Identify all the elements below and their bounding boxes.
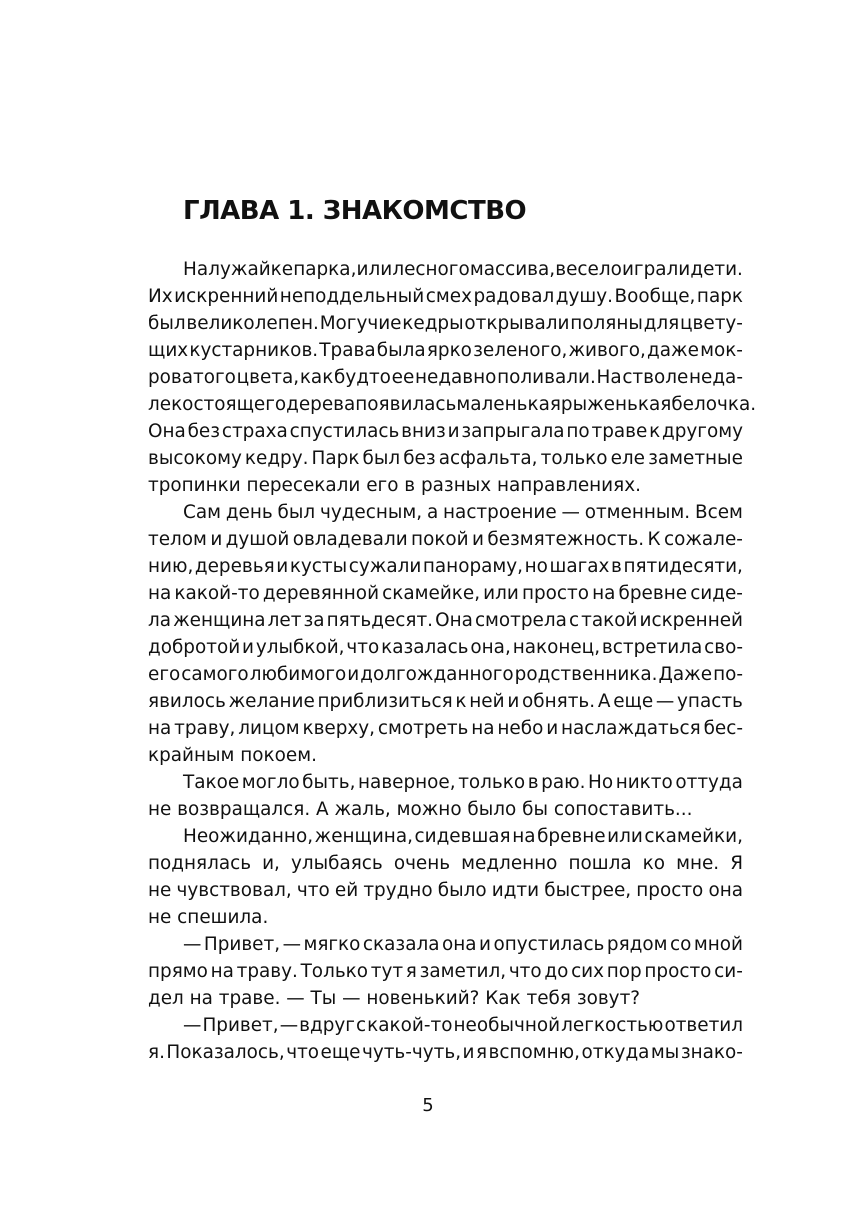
word: любимого (249, 664, 347, 685)
word: она, (470, 637, 511, 658)
word: сих (571, 961, 605, 982)
word: кустарников. (189, 340, 319, 361)
word: был (362, 448, 401, 469)
word: улыбаясь (290, 853, 383, 874)
word: телом (148, 529, 207, 550)
word: был (277, 502, 316, 523)
word: А (597, 691, 611, 712)
word: быстрее, (544, 880, 632, 901)
word: просто (636, 880, 704, 901)
word: только (458, 772, 526, 793)
text-line (148, 418, 743, 445)
word: самого (181, 664, 249, 685)
word: только (540, 448, 608, 469)
word: отменным. (584, 502, 691, 523)
word: пятидесяти, (623, 556, 743, 577)
word: могло (241, 772, 300, 793)
word: искренний (174, 286, 279, 307)
word: медленно (461, 853, 558, 874)
word: и, (262, 853, 280, 874)
word: траву. (236, 961, 298, 982)
word: женщина, (314, 826, 413, 847)
word: стволе (622, 367, 689, 388)
word: ней (469, 691, 505, 712)
word: что (508, 961, 542, 982)
word: еле (610, 448, 645, 469)
word: даже (647, 340, 699, 361)
word: сожале- (663, 529, 743, 550)
word: заметные (648, 448, 743, 469)
text-line (148, 850, 743, 877)
word: на (592, 583, 616, 604)
word: к (455, 691, 467, 712)
word: парк (696, 286, 743, 307)
word: тут (370, 961, 404, 982)
word: еще (320, 1042, 361, 1063)
word: настроение (443, 502, 557, 523)
word: на (471, 718, 495, 739)
word: я. (148, 1042, 165, 1063)
word: мне. (676, 853, 720, 874)
word: асфальта, (438, 448, 538, 469)
word: Парк (311, 448, 360, 469)
word: что (286, 1042, 320, 1063)
word: ей (334, 880, 359, 901)
word: мы (650, 1042, 680, 1063)
word: Привет, (203, 934, 281, 955)
word: бес- (703, 718, 743, 739)
word: поднялась (148, 853, 252, 874)
text-line (148, 553, 743, 580)
word: играли (621, 259, 691, 280)
word: неподдельный (279, 286, 425, 307)
text-line (148, 1012, 743, 1039)
word: просто (644, 961, 712, 982)
word: ее (391, 367, 415, 388)
word: наверное, (358, 772, 456, 793)
word: лужайке (208, 259, 294, 280)
text-line (148, 985, 743, 1012)
word: или (607, 826, 643, 847)
text-line (148, 337, 743, 364)
word: дерева (286, 394, 356, 415)
word: мной (693, 934, 743, 955)
word: — (183, 934, 202, 955)
word: на (512, 826, 536, 847)
word: быть, (302, 772, 356, 793)
word: радовал (473, 286, 555, 307)
word: на (148, 583, 172, 604)
word: был (148, 313, 186, 334)
page-number: 5 (422, 1095, 434, 1116)
line-text: крайным покоем. (148, 745, 317, 766)
word: и (447, 421, 460, 442)
word: бревне (618, 583, 688, 604)
word: за (303, 610, 325, 631)
word: на (148, 718, 172, 739)
text-line (148, 769, 743, 796)
word: заметил, (419, 961, 507, 982)
word: ответил (664, 1015, 743, 1036)
word: лесного (392, 259, 470, 280)
word: смотреть (377, 718, 469, 739)
word: что (296, 880, 330, 901)
word: и (242, 637, 254, 658)
word: деревянной (262, 583, 380, 604)
word: была (376, 340, 426, 361)
word: Всем (694, 502, 743, 523)
word: Такое (183, 772, 240, 793)
text-line (148, 391, 757, 418)
word: ла (148, 610, 172, 631)
word: кедру. (244, 448, 309, 469)
text-line (148, 661, 743, 688)
word: душу. (555, 286, 613, 307)
word: к (649, 421, 661, 442)
word: без (187, 421, 221, 442)
word: Я (730, 853, 743, 874)
word: деревья (194, 556, 275, 577)
word: овладевали (292, 529, 408, 550)
word: панораму, (422, 556, 524, 577)
word: другому (662, 421, 743, 442)
word: вспомню, (488, 1042, 580, 1063)
line-text: тропинки пересекали его в разных направлениях. (148, 475, 641, 496)
word: чуть-чуть, (361, 1042, 462, 1063)
word: никто (615, 772, 673, 793)
word: пор (606, 961, 642, 982)
word: си- (714, 961, 743, 982)
word: пошла (568, 853, 632, 874)
word: кедры (402, 313, 464, 334)
word: улыбкой, (255, 637, 345, 658)
line-text: не возвращался. А жаль, можно было бы сопоставить... (148, 799, 693, 820)
word: живого, (568, 340, 646, 361)
word: смотрела (474, 610, 567, 631)
text-line (148, 634, 743, 661)
word: сказала (362, 934, 440, 955)
word: цвета, (236, 367, 300, 388)
word: еще (613, 691, 654, 712)
word: не (148, 880, 172, 901)
text-line (148, 958, 743, 985)
word: для (643, 313, 680, 334)
word: до (544, 961, 569, 982)
word: Она (435, 610, 473, 631)
word: роватого (148, 367, 236, 388)
word: наслаждаться (561, 718, 701, 739)
word: появилась (355, 394, 457, 415)
word: неда- (689, 367, 743, 388)
word: К (647, 529, 661, 550)
text-line (148, 526, 743, 553)
word: лет (267, 610, 302, 631)
word: На (596, 367, 622, 388)
word: — (561, 502, 580, 523)
word: прямо (148, 961, 208, 982)
text-line (148, 607, 743, 634)
word: открывали (464, 313, 570, 334)
word: щих (148, 340, 189, 361)
word: день (225, 502, 273, 523)
word: — (183, 1015, 202, 1036)
word: родственника. (514, 664, 658, 685)
word: и (472, 529, 484, 550)
word: ко (642, 853, 666, 874)
word: и (479, 934, 491, 955)
word: по (566, 421, 590, 442)
word: сужали (348, 556, 422, 577)
word: я (405, 961, 417, 982)
word: парка, (293, 259, 357, 280)
word: Трава (319, 340, 376, 361)
word: безмятежность. (487, 529, 645, 550)
word: с (355, 1015, 367, 1036)
word: сиде- (690, 583, 743, 604)
word: кусты (289, 556, 348, 577)
word: — (282, 934, 301, 955)
word: желание (228, 691, 315, 712)
word: она (441, 934, 477, 955)
word: Вообще, (614, 286, 696, 307)
text-line (148, 742, 743, 769)
word: казалась (381, 637, 469, 658)
word: без (403, 448, 436, 469)
word: встретила (601, 637, 703, 658)
word: смех (425, 286, 472, 307)
word: оттуда (675, 772, 743, 793)
word: с (568, 610, 580, 631)
word: бревне (537, 826, 606, 847)
word: Но (588, 772, 614, 793)
word: опустилась (493, 934, 605, 955)
word: Неожиданно, (183, 826, 314, 847)
word: откуда (581, 1042, 650, 1063)
word: пятьдесят. (326, 610, 434, 631)
word: и (462, 1042, 475, 1063)
line-text: дел на траве. — Ты — новенький? Как тебя зовут? (148, 988, 641, 1009)
word: нию, (148, 556, 194, 577)
chapter-title: ГЛАВА 1. ЗНАКОМСТВО (183, 196, 527, 226)
word: спустилась (289, 421, 400, 442)
word: в (611, 556, 622, 577)
word: но (524, 556, 548, 577)
word: идти (491, 880, 540, 901)
word: поляны (570, 313, 643, 334)
word: что (346, 637, 380, 658)
text-line (148, 931, 743, 958)
text-line (148, 688, 743, 715)
word: на (210, 961, 234, 982)
word: белочка. (671, 394, 757, 415)
word: рядом (606, 934, 668, 955)
word: ярко (426, 340, 472, 361)
word: а (426, 502, 439, 523)
word: Сам (183, 502, 221, 523)
word: я (475, 1042, 488, 1063)
word: кверху, (302, 718, 376, 739)
text-line (148, 823, 743, 850)
word: наконец, (512, 637, 601, 658)
word: со (669, 934, 692, 955)
word: чувствовал, (176, 880, 292, 901)
word: — (655, 691, 675, 712)
word: цвету- (680, 313, 743, 334)
word: Привет, (202, 1015, 279, 1036)
word: и (276, 556, 289, 577)
word: сво- (704, 637, 743, 658)
word: — (279, 1015, 299, 1036)
word: или (483, 583, 519, 604)
word: скамейке, (382, 583, 481, 604)
word: такой (581, 610, 638, 631)
text-line (148, 877, 743, 904)
word: скамейки, (644, 826, 743, 847)
text-line (148, 1039, 743, 1066)
word: маленькая (456, 394, 561, 415)
chapter-body-text (148, 256, 757, 1066)
word: в (527, 772, 539, 793)
word: запрыгала (461, 421, 565, 442)
word: трудно (363, 880, 433, 901)
word: покой (411, 529, 469, 550)
word: она (708, 880, 743, 901)
word: вниз (401, 421, 446, 442)
text-line (148, 445, 743, 472)
word: очень (393, 853, 451, 874)
text-line (148, 472, 743, 499)
word: весело (555, 259, 622, 280)
word: поливали. (497, 367, 596, 388)
word: высокому (148, 448, 242, 469)
word: лицом (238, 718, 300, 739)
word: и (546, 718, 559, 739)
word: великолепен. (186, 313, 319, 334)
text-line (148, 310, 743, 337)
text-line (148, 796, 743, 823)
text-line (148, 715, 743, 742)
word: какой-то (367, 1015, 453, 1036)
word: недавно (414, 367, 497, 388)
word: легкостью (561, 1015, 664, 1036)
word: искренней (639, 610, 743, 631)
word: Их (148, 286, 173, 307)
word: Показалось, (166, 1042, 285, 1063)
word: добротой (148, 637, 241, 658)
word: его (148, 664, 181, 685)
word: и (507, 691, 520, 712)
word: по- (713, 664, 743, 685)
text-line (148, 364, 743, 391)
word: массива, (469, 259, 556, 280)
word: страха (221, 421, 288, 442)
word: чудесным, (319, 502, 423, 523)
word: вдруг (299, 1015, 355, 1036)
word: и (347, 664, 360, 685)
word: приблизиться (317, 691, 453, 712)
word: стоящего (193, 394, 287, 415)
word: Она (148, 421, 186, 442)
word: небо (497, 718, 544, 739)
word: знако- (680, 1042, 743, 1063)
word: леко (148, 394, 194, 415)
word: просто (521, 583, 589, 604)
word: долгожданного (360, 664, 514, 685)
word: траве (591, 421, 648, 442)
word: дети. (690, 259, 743, 280)
word: душой (225, 529, 290, 550)
word: явилось (148, 691, 226, 712)
word: было (437, 880, 487, 901)
word: мок- (700, 340, 743, 361)
word: необычной (453, 1015, 561, 1036)
word: мягко (303, 934, 361, 955)
word: рыженькая (560, 394, 672, 415)
word: и (210, 529, 223, 550)
word: или (356, 259, 393, 280)
text-line (148, 904, 743, 931)
word: траву, (174, 718, 236, 739)
text-line (148, 283, 743, 310)
word: раю. (541, 772, 586, 793)
text-line (148, 256, 743, 283)
text-line (148, 580, 743, 607)
word: какой-то (174, 583, 260, 604)
line-text: не спешила. (148, 907, 269, 928)
word: упасть (677, 691, 743, 712)
word: как (299, 367, 334, 388)
word: обнять. (522, 691, 596, 712)
word: Даже (658, 664, 713, 685)
text-line (148, 499, 743, 526)
word: Только (300, 961, 369, 982)
word: На (183, 259, 209, 280)
word: шагах (549, 556, 610, 577)
word: будто (334, 367, 391, 388)
word: зеленого, (473, 340, 568, 361)
word: Могучие (319, 313, 402, 334)
word: сидевшая (414, 826, 511, 847)
word: женщина (173, 610, 266, 631)
